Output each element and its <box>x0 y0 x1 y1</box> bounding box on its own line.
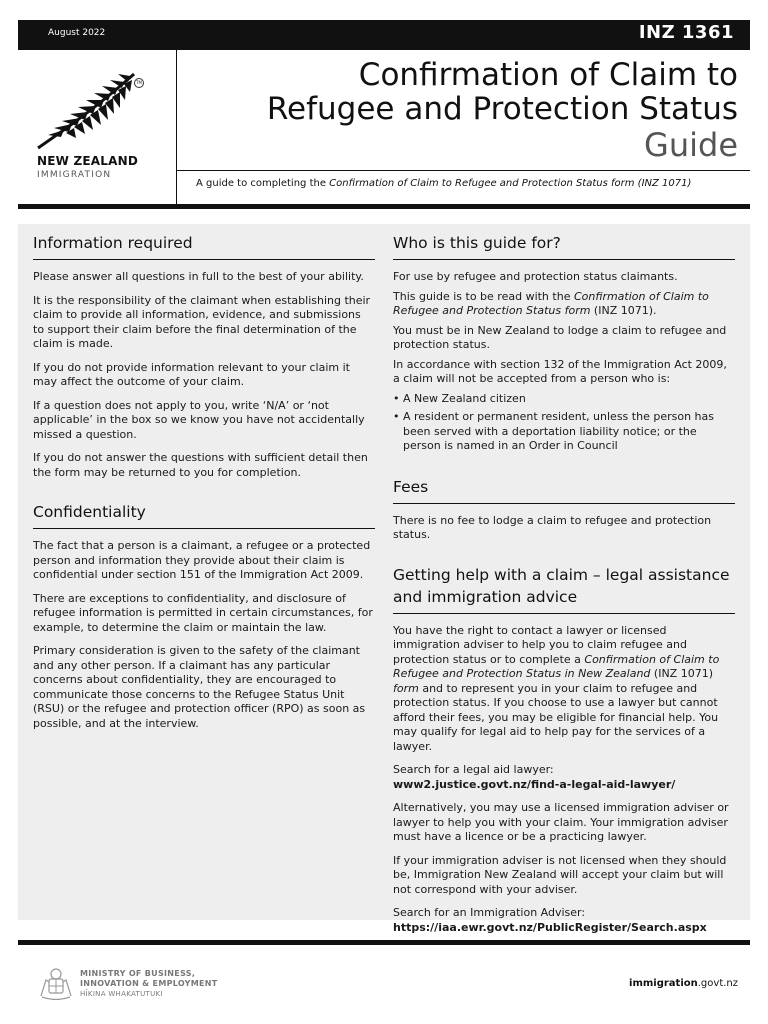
heading-getting-help: Getting help with a claim – legal assistance and immigration advice <box>393 564 735 614</box>
subtitle-prefix: A guide to completing the <box>196 178 330 189</box>
header-rule <box>18 204 750 209</box>
website-rest: .govt.nz <box>697 978 738 989</box>
nz-immigration-logo <box>34 68 164 188</box>
document-subtitle <box>196 178 691 189</box>
logo-text-new-zealand: NEW ZEALAND <box>37 154 138 168</box>
help-paragraph-5 <box>393 906 735 935</box>
info-paragraph-3: If you do not provide information relevant to your claim it may affect the outcome of your claim. <box>33 360 350 388</box>
footer-rule <box>18 940 750 945</box>
mbie-maori-name: HĪKINA WHAKATUTUKI <box>80 990 163 998</box>
mbie-logo <box>38 966 238 1002</box>
logo-text-immigration: IMMIGRATION <box>37 170 112 180</box>
header-horizontal-divider <box>177 170 750 171</box>
who-p2-suffix: (INZ 1071). <box>590 304 657 317</box>
help-paragraph-1 <box>393 624 735 755</box>
fees-paragraph-1: There is no fee to lodge a claim to refugee and protection status. <box>393 513 712 541</box>
info-paragraph-5: If you do not answer the questions with sufficient detail then the form may be returned to you for completion. <box>33 451 368 479</box>
list-item: • A New Zealand citizen <box>393 392 735 407</box>
who-paragraph-3: You must be in New Zealand to lodge a claim to refugee and protection status. <box>393 323 727 351</box>
info-paragraph-4: If a question does not apply to you, write ‘N/A’ or ‘not applicable’ in the box so we know you have not accidentally missed a question. <box>33 398 365 441</box>
help-p1-form: Confirmation of Claim to Refugee and Protection Status in New Zealand <box>393 652 720 680</box>
form-code: INZ 1361 <box>638 22 734 43</box>
help-paragraph-3: Alternatively, you may use a licensed immigration adviser or lawyer to help you with your claim. Your immigration adviser must have a licence or be a practicing lawyer. <box>393 801 729 843</box>
who-paragraph-2 <box>393 290 735 319</box>
adviser-register-link[interactable]: https://iaa.ewr.govt.nz/PublicRegister/Search.aspx <box>393 920 707 934</box>
header-bar <box>18 20 750 50</box>
title-line-2: Refugee and Protection Status <box>266 91 738 127</box>
heading-fees: Fees <box>393 476 735 504</box>
who-paragraph-4: In accordance with section 132 of the Immigration Act 2009, a claim will not be accepted from a person who is: <box>393 357 727 385</box>
conf-paragraph-2: There are exceptions to confidentiality, and disclosure of refugee information is permitted in certain circumstances, for example, to determine the claim or maintain the law. <box>33 591 373 634</box>
document-title <box>267 58 738 126</box>
who-p2-form: Confirmation of Claim to Refugee and Protection Status form <box>393 289 709 317</box>
help-p1-part-a: You have the right to contact a lawyer or licensed immigration adviser to help you to claim refugee and protection status or to complete a <box>393 623 687 666</box>
heading-confidentiality: Confidentiality <box>33 501 375 529</box>
title-guide: Guide <box>644 126 738 164</box>
website-bold: immigration <box>629 978 698 989</box>
title-line-1: Confirmation of Claim to <box>358 57 738 93</box>
conf-paragraph-3: Primary consideration is given to the safety of the claimant and any other person. If a claimant has any particular concerns about confidentiality, they are encouraged to communicate those concerns to the Refugee Status Unit (RSU) or the refugee and protection officer (RPO) as soon as possible, and at the interview. <box>33 644 366 730</box>
heading-information-required: Information required <box>33 232 375 260</box>
help-paragraph-4: If your immigration adviser is not licensed when they should be, Immigration New Zealand will accept your claim but will not correspond with your adviser. <box>393 853 727 896</box>
conf-paragraph-1: The fact that a person is a claimant, a refugee or a protected person and information they provide about their claim is confidential under section 151 of the Immigration Act 2009. <box>33 539 371 581</box>
info-paragraph-2: It is the responsibility of the claimant when establishing their claim to provide all information, evidence, and submissions to support their claim before the final determination of the claim is made. <box>33 293 371 350</box>
heading-who-is-this-for: Who is this guide for? <box>393 232 735 260</box>
who-paragraph-1: For use by refugee and protection status claimants. <box>393 270 678 283</box>
subtitle-form-name: Confirmation of Claim to Refugee and Protection Status form (INZ 1071) <box>329 178 692 189</box>
silver-fern-icon <box>34 68 144 150</box>
help-p1-form-word: form <box>393 681 419 695</box>
exclusion-list <box>393 392 735 454</box>
publication-date: August 2022 <box>48 28 106 38</box>
legal-aid-link[interactable]: www2.justice.govt.nz/find-a-legal-aid-lawyer/ <box>393 777 676 791</box>
trademark-mark: TM <box>134 78 144 88</box>
who-p2-prefix: This guide is to be read with the <box>393 289 574 303</box>
info-paragraph-1: Please answer all questions in full to the best of your ability. <box>33 270 364 283</box>
website-url[interactable] <box>629 978 738 989</box>
help-p1-part-b: (INZ 1071) <box>650 667 713 680</box>
adviser-search-label: Search for an Immigration Adviser: <box>393 906 586 919</box>
header-vertical-divider <box>176 50 177 206</box>
help-p1-part-c: and to represent you in your claim to refugee and protection status. If you choose to use a lawyer but cannot afford their fees, you may be eligible for financial help. You may qualify for legal aid to help pay for the services of a lawyer. <box>393 681 719 753</box>
nz-coat-of-arms-icon <box>38 966 74 1000</box>
mbie-name-line-2: INNOVATION & EMPLOYMENT <box>80 979 218 988</box>
help-paragraph-2 <box>393 763 735 792</box>
list-item: • A resident or permanent resident, unless the person has been served with a deportation liability notice; or the person is named in an Order in Council <box>393 410 735 454</box>
mbie-name-line-1: MINISTRY OF BUSINESS, <box>80 969 196 978</box>
left-column <box>33 232 375 740</box>
legal-aid-label: Search for a legal aid lawyer: <box>393 763 554 776</box>
right-column <box>393 232 735 944</box>
